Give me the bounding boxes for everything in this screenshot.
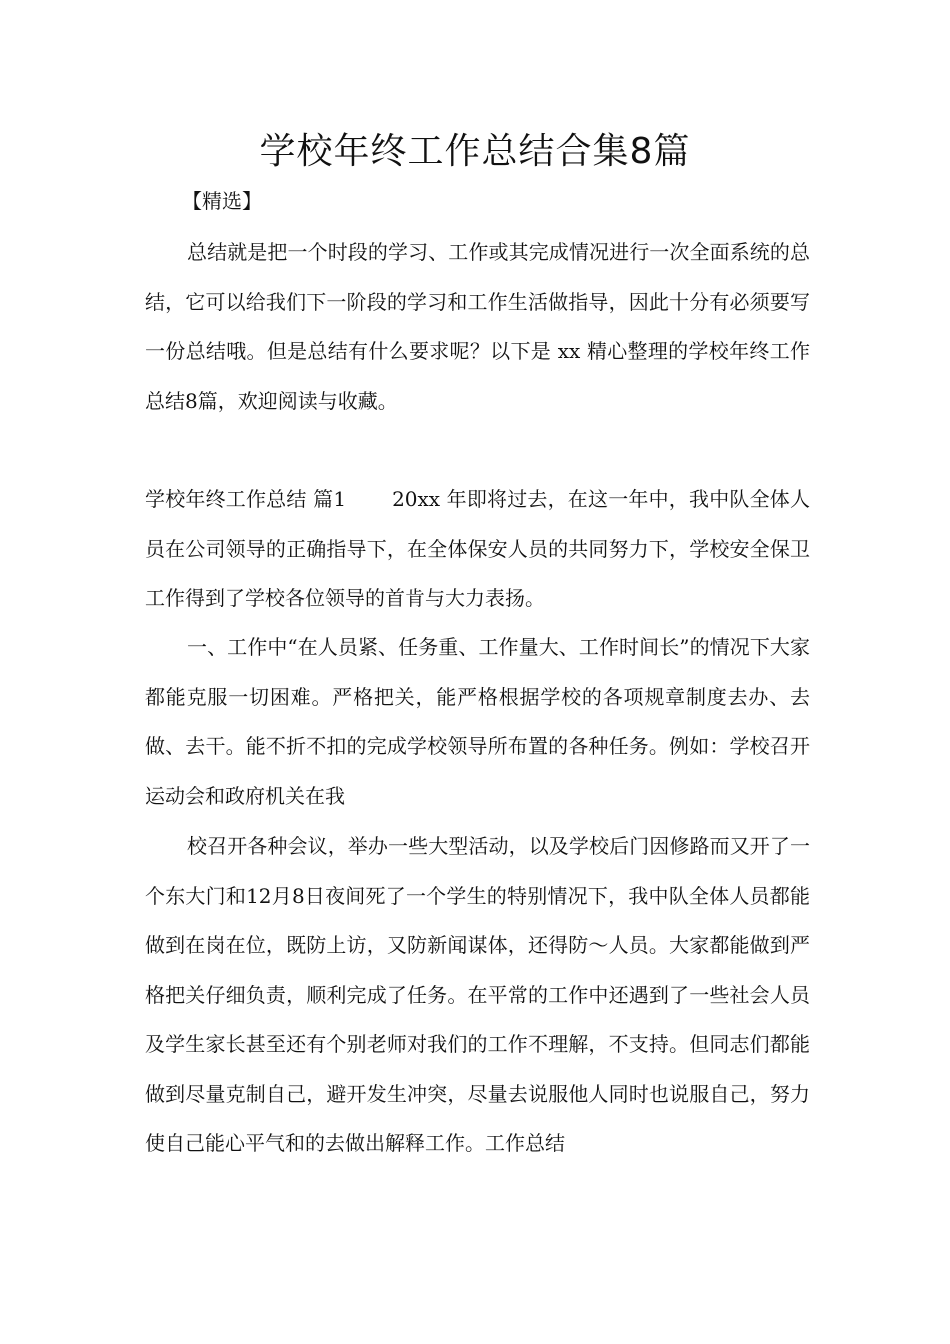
document-title: 学校年终工作总结合集8篇 (259, 131, 691, 172)
featured-tag: 【精选】 (182, 189, 262, 213)
paragraph-3: 校召开各种会议，举办一些大型活动，以及学校后门因修路而又开了一个东大门和12月8日夜间死了一个学生的特别情况下，我中队全体人员都能做到在岗在位，既防上访，又防新闻谋体，还得防～人员。大家都能做到严格把关仔细负责，顺利完成了任务。在平常的工作中还遇到了一些社会人员及学生家长甚至还有个别老师对我们的工作不理解，不支持。但同志们都能做到尽量克制自己，避开发生冲突，尽量去说服他人同时也说服自己，努力使自己能心平气和的去做出解释工作。工作总结 (145, 834, 810, 1155)
section-1-text: 20xx 年即将过去，在这一年中，我中队全体人员在公司领导的正确指导下，在全体保安人员的共同努力下，学校安全保卫工作得到了学校各位领导的首肯与大力表扬。 (145, 487, 810, 610)
paragraph-2: 一、工作中“在人员紧、任务重、工作量大、工作时间长”的情况下大家都能克服一切困难。严格把关，能严格根据学校的各项规章制度去办、去做、去干。能不折不扣的完成学校领导所布置的各种任务。例如：学校召开运动会和政府机关在我 (145, 635, 810, 808)
section-1-paragraph (145, 475, 810, 624)
intro-paragraph: 总结就是把一个时段的学习、工作或其完成情况进行一次全面系统的总结，它可以给我们下一阶段的学习和工作生活做指导，因此十分有必须要写一份总结哦。但是总结有什么要求呢？以下是 xx 精心整理的学校年终工作总结8篇，欢迎阅读与收藏。 (145, 240, 810, 413)
section-1-heading: 学校年终工作总结 篇1 (145, 487, 347, 511)
